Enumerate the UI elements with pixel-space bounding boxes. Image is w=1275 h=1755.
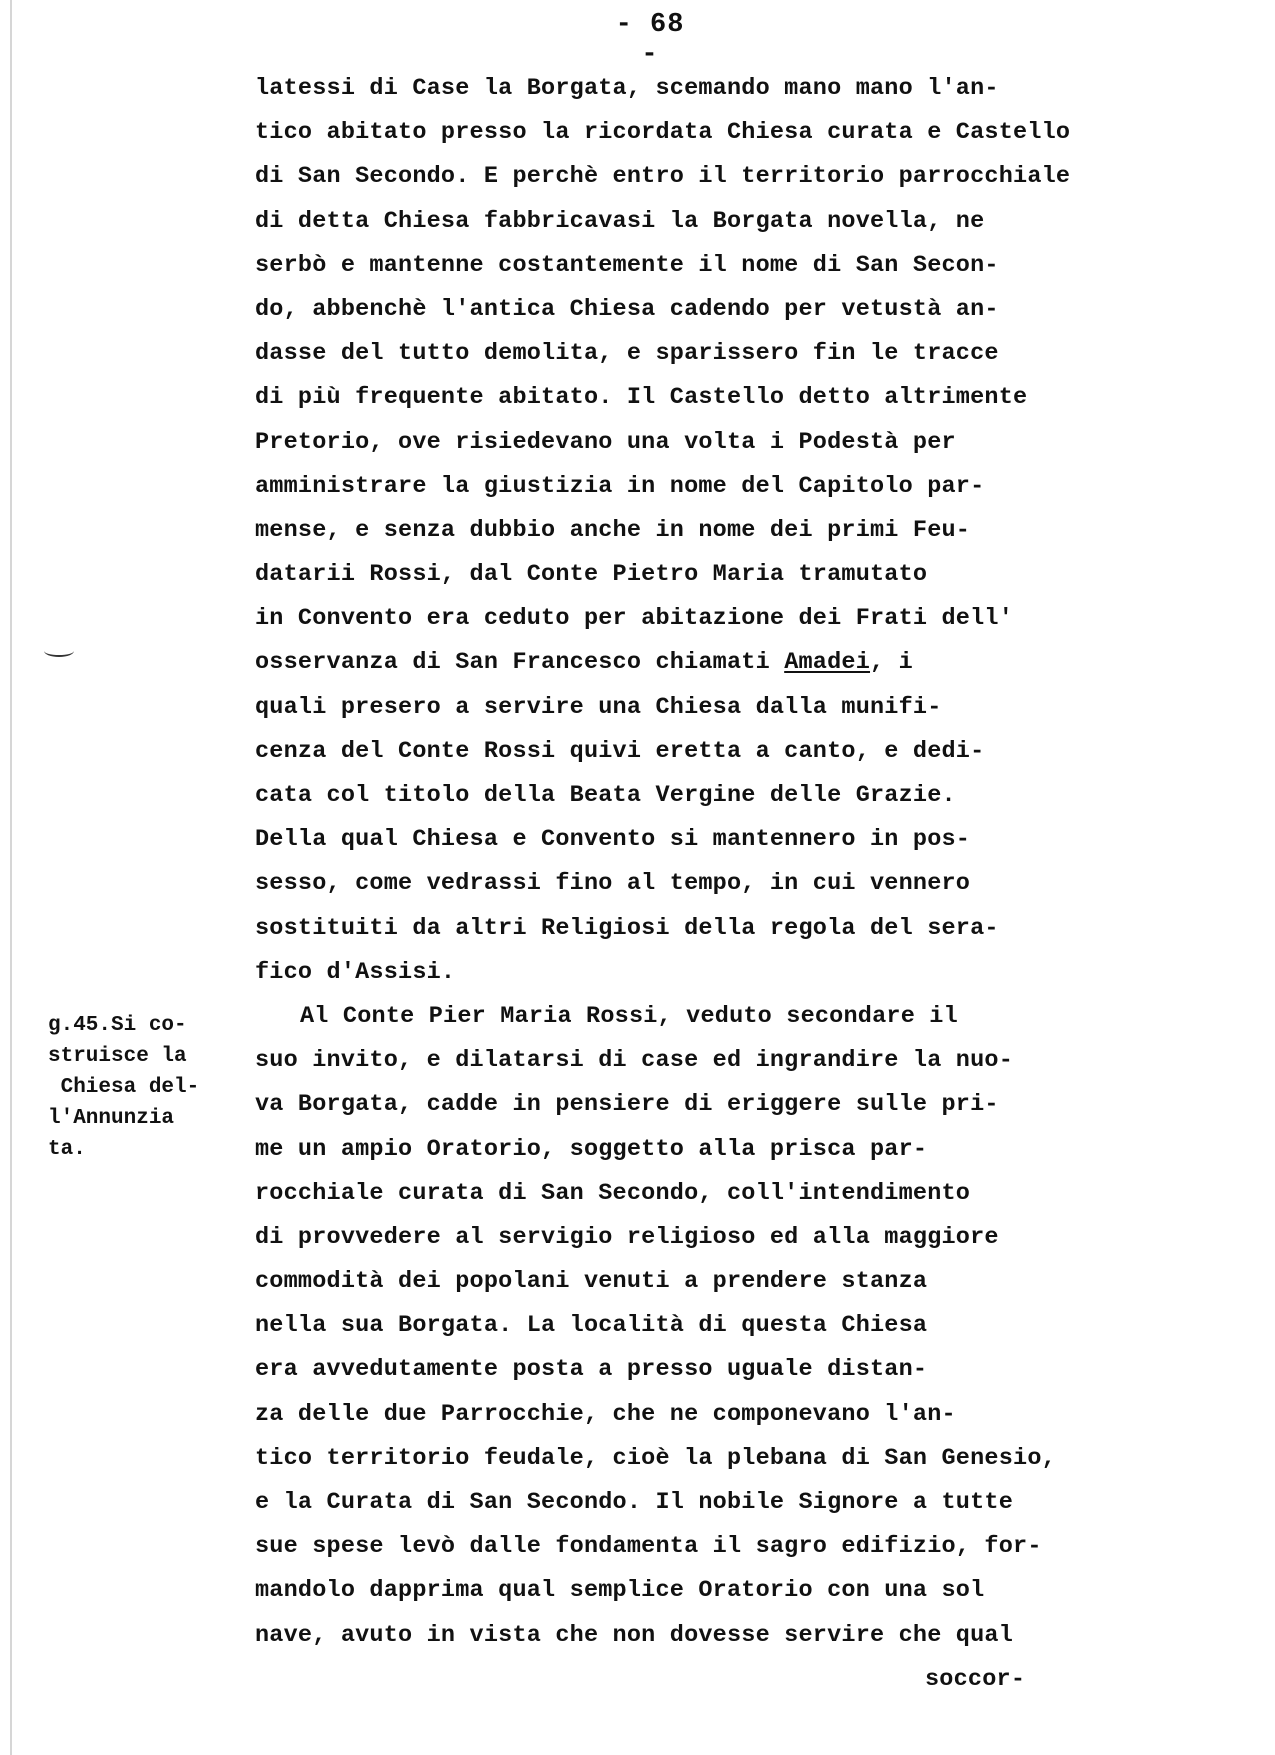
text-line: nella sua Borgata. La località di questa Chiesa — [255, 1312, 928, 1340]
text-line: do, abbenchè l'antica Chiesa cadendo per vetustà an- — [255, 295, 999, 323]
text-line: sostituiti da altri Religiosi della regola del sera- — [255, 914, 999, 942]
text-line: rocchiale curata di San Secondo, coll'intendimento — [255, 1179, 971, 1207]
text-line: mandolo dapprima qual semplice Oratorio con una sol — [255, 1577, 985, 1605]
text-line: Della qual Chiesa e Convento si mantennero in pos- — [255, 826, 971, 854]
text-line: dasse del tutto demolita, e sparissero fin le tracce — [255, 340, 999, 368]
text-line: e la Curata di San Secondo. Il nobile Signore a tutte — [255, 1489, 1014, 1516]
body-text — [255, 67, 1165, 1702]
margin-note-line: g.45.Si co- — [48, 1014, 187, 1037]
catchword: soccor- — [925, 1665, 1026, 1693]
text-line: sesso, come vedrassi fino al tempo, in cui vennero — [255, 870, 971, 898]
text-line: commodità dei popolani venuti a prendere stanza — [255, 1268, 928, 1296]
text-line: mense, e senza dubbio anche in nome dei primi Feu- — [255, 516, 971, 544]
scan-edge-line — [10, 0, 12, 1755]
text-line: Al Conte Pier Maria Rossi, veduto secondare il — [300, 1002, 958, 1030]
margin-note — [48, 1010, 248, 1165]
margin-note-line: struisce la — [48, 1045, 187, 1068]
text-line: quali presero a servire una Chiesa dalla munifi- — [255, 693, 942, 721]
underlined-word: Amadei — [784, 649, 871, 677]
text-line: suo invito, e dilatarsi di case ed ingrandire la nuo- — [255, 1047, 1014, 1075]
text-line: va Borgata, cadde in pensiere di eriggere sulle pri- — [255, 1091, 999, 1119]
margin-note-line: l'Annunzia — [48, 1107, 175, 1130]
text-line: in Convento era ceduto per abitazione dei Frati dell' — [255, 605, 1014, 633]
text-line: fico d'Assisi. — [255, 958, 456, 986]
text-line: amministrare la giustizia in nome del Capitolo par- — [255, 472, 985, 500]
text-line: di San Secondo. E perchè entro il territorio parrocchiale — [255, 163, 1071, 191]
text-line: di provvedere al servigio religioso ed alla maggiore — [255, 1223, 999, 1251]
text-line: datarii Rossi, dal Conte Pietro Maria tramutato — [255, 561, 928, 589]
text-line: nave, avuto in vista che non dovesse servire che qual — [255, 1621, 1014, 1649]
text-line: za delle due Parrocchie, che ne componevano l'an- — [255, 1400, 956, 1428]
text-line: cata col titolo della Beata Vergine delle Grazie. — [255, 782, 956, 809]
text-line: tico abitato presso la ricordata Chiesa curata e Castello — [255, 119, 1071, 147]
margin-mark — [44, 645, 74, 657]
margin-note-line: ta. — [48, 1138, 86, 1161]
text-line: osservanza di San Francesco chiamati Amadei, i — [255, 649, 913, 677]
text-line: me un ampio Oratorio, soggetto alla prisca par- — [255, 1135, 928, 1163]
text-line: Pretorio, ove risiedevano una volta i Podestà per — [255, 428, 956, 456]
text-line: tico territorio feudale, cioè la plebana di San Genesio, — [255, 1444, 1056, 1472]
text-line: latessi di Case la Borgata, scemando mano mano l'an- — [255, 75, 999, 102]
text-line: cenza del Conte Rossi quivi eretta a canto, e dedi- — [255, 737, 985, 765]
text-line: serbò e mantenne costantemente il nome di San Secon- — [255, 251, 999, 279]
text-line: sue spese levò dalle fondamenta il sagro edifizio, for- — [255, 1533, 1042, 1561]
margin-note-line: Chiesa del- — [48, 1076, 200, 1099]
page-number: - 68 - — [615, 10, 685, 70]
text-line: di detta Chiesa fabbricavasi la Borgata novella, ne — [255, 207, 985, 235]
text-line: di più frequente abitato. Il Castello detto altrimente — [255, 384, 1028, 412]
text-line: era avvedutamente posta a presso uguale distan- — [255, 1356, 928, 1384]
